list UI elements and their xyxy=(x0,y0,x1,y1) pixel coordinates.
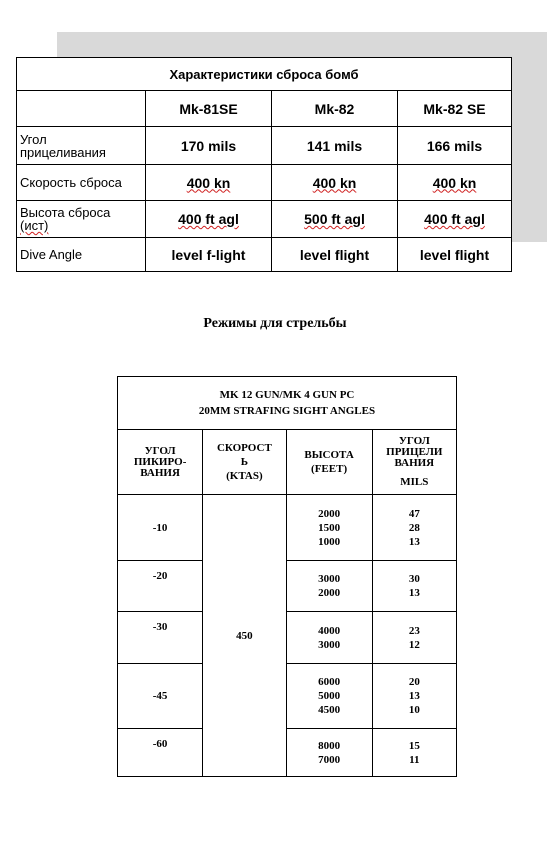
row-label: Скорость сброса xyxy=(17,165,146,201)
cell-value xyxy=(398,201,512,238)
header-line: ВЫСОТА xyxy=(304,449,354,461)
cell-value: 141 mils xyxy=(272,127,398,165)
table-row xyxy=(118,561,457,612)
header-line: ВАНИЯ xyxy=(140,466,180,479)
cell-value xyxy=(272,165,398,201)
altitude-cell xyxy=(286,612,372,664)
title-line: 20MM STRAFING SIGHT ANGLES xyxy=(198,405,376,417)
header-altitude xyxy=(286,430,372,495)
header-line: (FEET) xyxy=(311,463,348,475)
table-row xyxy=(17,127,512,165)
row-label xyxy=(17,201,146,238)
header-line: Ь xyxy=(240,456,249,468)
row-label-line: Высота сброса xyxy=(20,205,111,220)
altitude-value: 6000 xyxy=(318,676,341,688)
dive-angle-cell: -10 xyxy=(118,495,203,561)
altitude-value: 1500 xyxy=(318,521,341,534)
mils-value: 30 xyxy=(408,573,420,585)
header-line: ПИКИРО- xyxy=(133,455,187,468)
altitude-cell xyxy=(286,664,372,729)
cell-text: 400 kn xyxy=(186,174,231,191)
altitude-value: 4000 xyxy=(318,624,341,637)
altitude-value: 2000 xyxy=(318,587,341,599)
cell-text: 500 ft agl xyxy=(304,211,365,227)
mils-cell xyxy=(372,664,456,729)
mils-value: 47 xyxy=(408,507,420,520)
cell-text: 400 kn xyxy=(432,174,477,191)
header-line: ВАНИЯ xyxy=(394,457,435,469)
mils-value: 10 xyxy=(408,704,420,716)
mils-value: 11 xyxy=(409,753,420,766)
cell-text: 400 kn xyxy=(312,174,357,191)
header-line: УГОЛ xyxy=(144,444,176,457)
row-label-line: Угол xyxy=(20,131,47,147)
gun-table-title xyxy=(118,377,457,430)
dive-angle-cell: -30 xyxy=(118,612,203,664)
cell-value xyxy=(398,165,512,201)
table-row xyxy=(118,729,457,777)
row-label-line: прицеливания xyxy=(20,144,106,160)
header-line: УГОЛ xyxy=(398,435,430,447)
altitude-cell xyxy=(286,561,372,612)
table-row xyxy=(17,165,512,201)
cell-value xyxy=(146,201,272,238)
header-line: (KTAS) xyxy=(226,470,263,482)
altitude-value: 4500 xyxy=(318,704,341,716)
dive-angle-cell: -20 xyxy=(118,561,203,612)
cell-value xyxy=(272,201,398,238)
cell-value: level flight xyxy=(272,238,398,272)
empty-header-cell xyxy=(17,91,146,127)
mils-cell xyxy=(372,495,456,561)
table-row xyxy=(118,664,457,729)
dive-angle-cell: -60 xyxy=(118,729,203,777)
dive-angle-cell: -45 xyxy=(118,664,203,729)
bomb-release-table xyxy=(16,57,512,272)
header-line: ПРИЦЕЛИ xyxy=(386,446,443,458)
mils-cell xyxy=(372,612,456,664)
mils-value: 13 xyxy=(408,690,420,702)
mils-value: 28 xyxy=(408,521,420,534)
altitude-cell xyxy=(286,495,372,561)
altitude-cell xyxy=(286,729,372,777)
header-dive-angle xyxy=(118,430,203,495)
mils-cell xyxy=(372,729,456,777)
column-header: Mk-82 SE xyxy=(398,91,512,127)
altitude-value: 3000 xyxy=(318,638,341,651)
gun-sight-table xyxy=(117,376,457,777)
cell-value: 166 mils xyxy=(398,127,512,165)
row-label xyxy=(17,127,146,165)
cell-value: level flight xyxy=(398,238,512,272)
row-label: Dive Angle xyxy=(17,238,146,272)
row-label-line: (ист) xyxy=(20,218,49,233)
table-row xyxy=(17,238,512,272)
table-row xyxy=(118,612,457,664)
header-mils xyxy=(372,430,456,495)
mils-value: 15 xyxy=(408,739,420,752)
table-row xyxy=(17,201,512,238)
speed-cell: 450 xyxy=(203,495,286,777)
altitude-value: 8000 xyxy=(318,739,341,752)
cell-value xyxy=(146,165,272,201)
mils-value: 23 xyxy=(408,624,420,637)
mils-value: 13 xyxy=(408,587,420,599)
header-line: MILS xyxy=(400,476,429,488)
cell-value: 170 mils xyxy=(146,127,272,165)
mils-value: 20 xyxy=(408,676,420,688)
altitude-value: 7000 xyxy=(318,753,341,766)
altitude-value: 2000 xyxy=(318,507,341,520)
title-line: MK 12 GUN/MK 4 GUN PC xyxy=(219,389,355,401)
header-line: СКОРОСТ xyxy=(216,442,272,454)
section-title: Режимы для стрельбы xyxy=(203,316,347,331)
table-row xyxy=(118,495,457,561)
mils-value: 13 xyxy=(408,535,420,548)
column-header: Mk-81SE xyxy=(146,91,272,127)
cell-text: 400 ft agl xyxy=(178,211,239,227)
mils-value: 12 xyxy=(408,638,420,651)
altitude-value: 1000 xyxy=(318,535,341,548)
altitude-value: 3000 xyxy=(318,573,341,585)
cell-text: 400 ft agl xyxy=(424,211,485,227)
altitude-value: 5000 xyxy=(318,690,341,702)
column-header: Mk-82 xyxy=(272,91,398,127)
bomb-table-title: Характеристики сброса бомб xyxy=(17,58,512,91)
header-speed xyxy=(203,430,286,495)
cell-value: level f-light xyxy=(146,238,272,272)
mils-cell xyxy=(372,561,456,612)
